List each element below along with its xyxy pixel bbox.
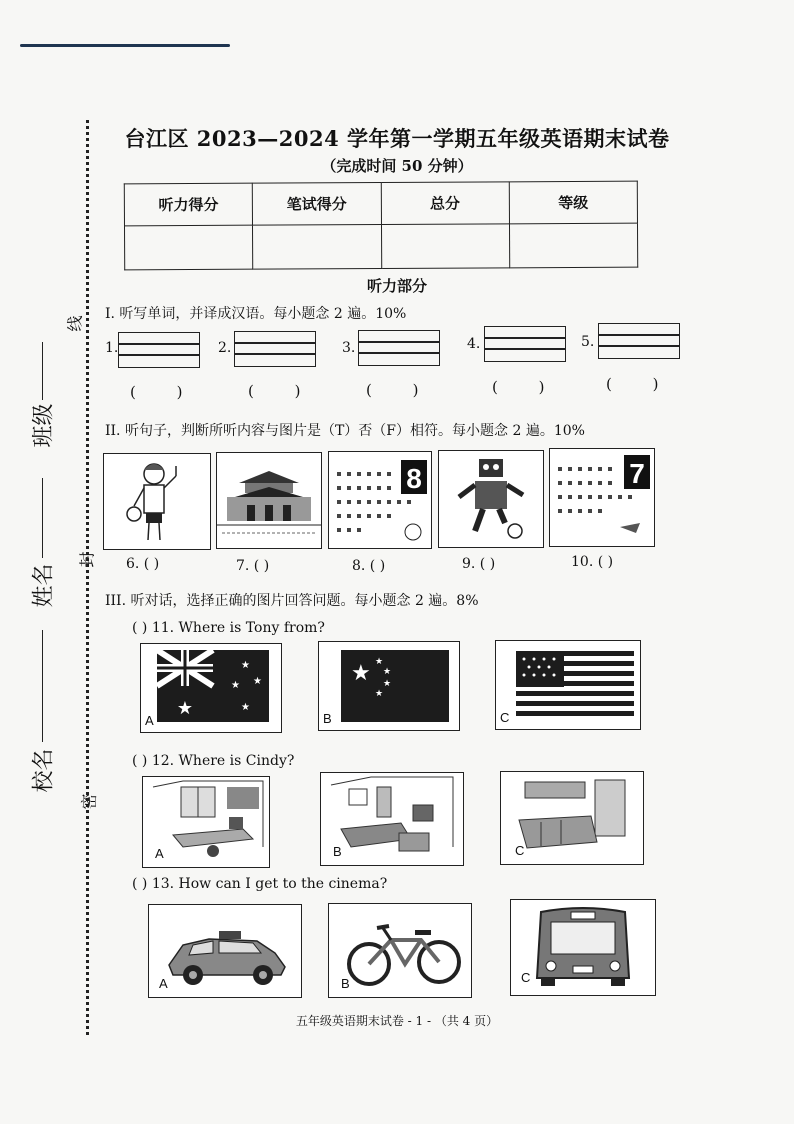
living-room-icon bbox=[321, 773, 463, 865]
option-12-b[interactable] bbox=[320, 772, 464, 866]
picture-9-label[interactable]: 9. ( ) bbox=[462, 556, 496, 572]
score-cell-listening[interactable] bbox=[124, 225, 252, 270]
answer-paren[interactable]: ( ) bbox=[492, 378, 563, 396]
score-cell-total[interactable] bbox=[381, 224, 509, 269]
part1-number: 2. bbox=[218, 340, 232, 356]
option-letter: B bbox=[333, 844, 342, 859]
svg-text:★: ★ bbox=[375, 689, 384, 699]
part1-number: 1. bbox=[105, 340, 119, 356]
robot-icon bbox=[439, 451, 543, 547]
svg-text:★: ★ bbox=[383, 679, 392, 689]
picture-7 bbox=[216, 452, 322, 549]
answer-paren[interactable]: ( ) bbox=[130, 383, 201, 401]
bicycle-icon bbox=[329, 904, 471, 997]
usa-flag-icon bbox=[496, 641, 640, 729]
score-cell-written[interactable] bbox=[253, 225, 381, 270]
word-writing-box[interactable] bbox=[118, 332, 200, 368]
answer-paren[interactable]: ( ) bbox=[248, 382, 319, 400]
name-blank bbox=[42, 478, 43, 558]
option-letter: B bbox=[323, 711, 332, 726]
calendar-number: 7 bbox=[629, 458, 645, 489]
part1-number: 5. bbox=[581, 334, 595, 350]
picture-6 bbox=[103, 453, 211, 550]
part1-number: 4. bbox=[467, 336, 481, 352]
seal-secret-mark: 密 bbox=[79, 793, 99, 810]
svg-text:★: ★ bbox=[351, 661, 371, 686]
binding-dotted-line bbox=[86, 120, 89, 1035]
class-label: 班级 bbox=[31, 403, 57, 448]
option-letter: C bbox=[515, 843, 525, 858]
option-12-c[interactable] bbox=[500, 771, 644, 865]
word-writing-box[interactable] bbox=[234, 331, 316, 367]
option-letter: A bbox=[159, 976, 168, 991]
taxi-icon bbox=[149, 905, 301, 997]
option-13-c[interactable] bbox=[510, 899, 656, 996]
score-cell-grade[interactable] bbox=[509, 223, 637, 268]
svg-text:★: ★ bbox=[241, 702, 250, 713]
exam-title: 台江区 2023—2024 学年第一学期五年级英语期末试卷 bbox=[124, 126, 670, 151]
part2-heading: II. 听句子，判断所听内容与图片是（T）否（F）相符。每小题念 2 遍。10% bbox=[105, 423, 585, 439]
exam-subtitle: （完成时间 50 分钟） bbox=[321, 157, 473, 175]
calendar-icon bbox=[550, 449, 654, 546]
answer-paren[interactable]: ( ) bbox=[366, 381, 437, 399]
seal-line-mark: 线 bbox=[65, 315, 85, 332]
option-letter: C bbox=[521, 970, 531, 985]
option-12-a[interactable] bbox=[142, 776, 270, 868]
picture-10-label[interactable]: 10. ( ) bbox=[571, 554, 614, 570]
answer-paren[interactable]: ( ) bbox=[606, 375, 677, 393]
name-label: 姓名 bbox=[31, 563, 57, 608]
score-table bbox=[124, 181, 638, 271]
svg-text:★: ★ bbox=[241, 660, 250, 671]
part1-heading: I. 听写单词，并译成汉语。每小题念 2 遍。10% bbox=[105, 306, 407, 322]
scan-top-bar bbox=[20, 44, 230, 47]
svg-text:★: ★ bbox=[231, 680, 240, 691]
part3-heading: III. 听对话，选择正确的图片回答问题。每小题念 2 遍。8% bbox=[105, 593, 479, 609]
picture-6-label[interactable]: 6. ( ) bbox=[126, 556, 160, 572]
page-footer: 五年级英语期末试卷 - 1 - （共 4 页） bbox=[295, 1014, 499, 1028]
option-11-c[interactable] bbox=[495, 640, 641, 730]
score-header-grade: 等级 bbox=[509, 181, 637, 224]
china-flag-icon bbox=[319, 642, 459, 730]
australia-flag-icon bbox=[141, 644, 281, 732]
score-header-written: 笔试得分 bbox=[253, 183, 381, 226]
listening-section-title: 听力部分 bbox=[366, 277, 427, 295]
tiananmen-icon bbox=[217, 453, 321, 548]
school-label: 校名 bbox=[31, 748, 57, 793]
word-writing-box[interactable] bbox=[484, 326, 566, 362]
word-writing-box[interactable] bbox=[598, 323, 680, 359]
boy-waving-icon bbox=[104, 454, 210, 549]
picture-8-label[interactable]: 8. ( ) bbox=[352, 558, 386, 574]
school-blank bbox=[42, 630, 43, 742]
svg-text:★: ★ bbox=[383, 667, 392, 677]
svg-text:★: ★ bbox=[176, 698, 194, 719]
question-11[interactable]: ( ) 11. Where is Tony from? bbox=[132, 620, 325, 636]
svg-text:★: ★ bbox=[253, 676, 262, 687]
picture-8 bbox=[328, 451, 432, 549]
option-letter: A bbox=[155, 846, 164, 861]
svg-text:★: ★ bbox=[375, 657, 384, 667]
option-letter: B bbox=[341, 976, 350, 991]
option-11-a[interactable] bbox=[140, 643, 282, 733]
question-12[interactable]: ( ) 12. Where is Cindy? bbox=[132, 753, 295, 769]
option-letter: C bbox=[500, 710, 510, 725]
score-header-listening: 听力得分 bbox=[124, 183, 252, 226]
picture-10 bbox=[549, 448, 655, 547]
option-11-b[interactable] bbox=[318, 641, 460, 731]
class-blank bbox=[42, 342, 43, 400]
calendar-number: 8 bbox=[406, 463, 422, 494]
calendar-icon bbox=[329, 452, 431, 548]
option-13-b[interactable] bbox=[328, 903, 472, 998]
bus-icon bbox=[511, 900, 655, 995]
seal-seal-mark: 封 bbox=[77, 551, 97, 568]
option-13-a[interactable] bbox=[148, 904, 302, 998]
option-letter: A bbox=[145, 713, 154, 728]
score-header-total: 总分 bbox=[381, 182, 509, 225]
word-writing-box[interactable] bbox=[358, 330, 440, 366]
picture-9 bbox=[438, 450, 544, 548]
picture-7-label[interactable]: 7. ( ) bbox=[236, 558, 270, 574]
part1-number: 3. bbox=[342, 340, 356, 356]
question-13[interactable]: ( ) 13. How can I get to the cinema? bbox=[132, 876, 388, 892]
